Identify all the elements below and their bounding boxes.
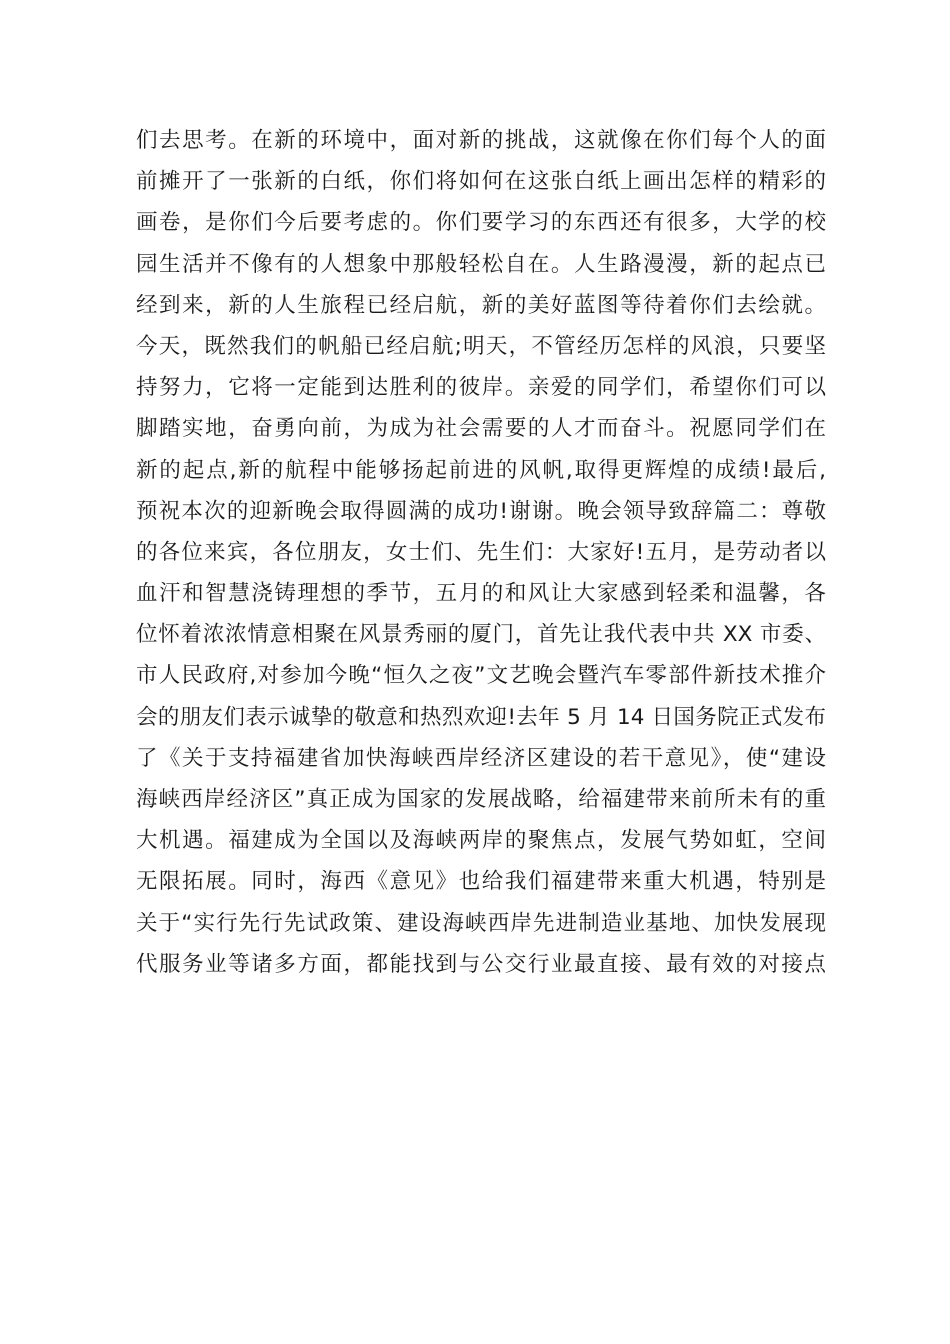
text-line: 预祝本次的迎新晚会取得圆满的成功!谢谢。晚会领导致辞篇二：尊敬 (136, 498, 826, 524)
text-line: 新的起点,新的航程中能够扬起前进的风帆,取得更辉煌的成绩!最后, (136, 457, 826, 483)
text-line: 了《关于支持福建省加快海峡西岸经济区建设的若干意见》，使“建设 (136, 745, 826, 771)
text-line: 园生活并不像有的人想象中那般轻松自在。人生路漫漫，新的起点已 (136, 251, 826, 277)
text-line: 无限拓展。同时，海西《意见》也给我们福建带来重大机遇，特别是 (136, 869, 826, 895)
text-line: 位怀着浓浓情意相聚在风景秀丽的厦门，首先让我代表中共 XX 市委、 (136, 622, 826, 648)
text-line: 前摊开了一张新的白纸，你们将如何在这张白纸上画出怎样的精彩的 (136, 169, 826, 195)
text-line: 血汗和智慧浇铸理想的季节，五月的和风让大家感到轻柔和温馨，各 (136, 581, 826, 607)
text-line: 会的朋友们表示诚挚的敬意和热烈欢迎!去年 5 月 14 日国务院正式发布 (136, 704, 826, 730)
text-line: 脚踏实地，奋勇向前，为成为社会需要的人才而奋斗。祝愿同学们在 (136, 416, 826, 442)
text-line: 大机遇。福建成为全国以及海峡两岸的聚焦点，发展气势如虹，空间 (136, 828, 826, 854)
text-line: 市人民政府,对参加今晚“恒久之夜”文艺晚会暨汽车零部件新技术推介 (136, 663, 826, 689)
text-line: 海峡西岸经济区”真正成为国家的发展战略，给福建带来前所未有的重 (136, 787, 826, 812)
text-line: 画卷，是你们今后要考虑的。你们要学习的东西还有很多，大学的校 (136, 210, 826, 236)
text-line: 经到来，新的人生旅程已经启航，新的美好蓝图等待着你们去绘就。 (136, 292, 826, 318)
text-line: 持努力，它将一定能到达胜利的彼岸。亲爱的同学们，希望你们可以 (136, 375, 826, 401)
text-line: 关于“实行先行先试政策、建设海峡西岸先进制造业基地、加快发展现 (136, 910, 826, 936)
text-line: 代服务业等诸多方面，都能找到与公交行业最直接、最有效的对接点 (136, 951, 826, 977)
text-line: 们去思考。在新的环境中，面对新的挑战，这就像在你们每个人的面 (136, 128, 826, 153)
text-line: 的各位来宾，各位朋友，女士们、先生们：大家好!五月，是劳动者以 (136, 539, 826, 565)
body-text (136, 120, 826, 985)
text-line: 今天，既然我们的帆船已经启航;明天，不管经历怎样的风浪，只要坚 (136, 333, 826, 359)
